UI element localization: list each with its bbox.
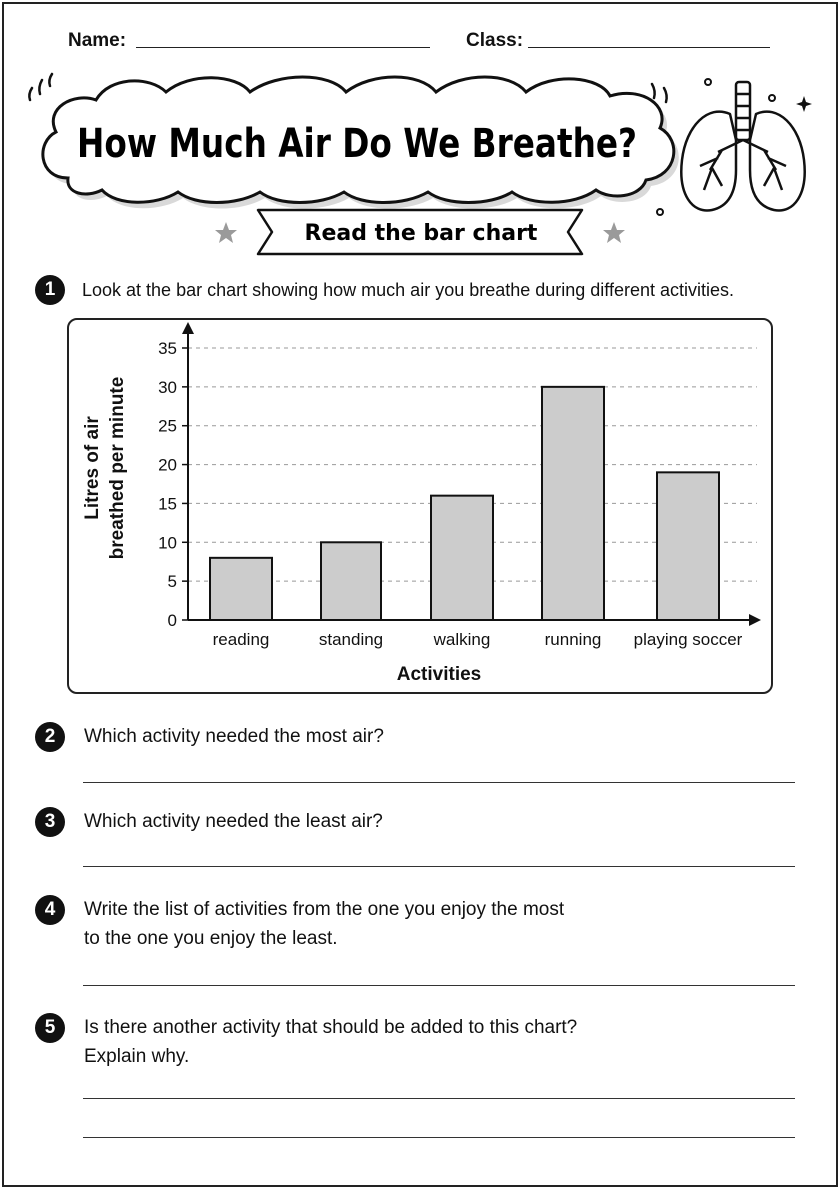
question-1-text: Look at the bar chart showing how much air you breathe during different activities. (82, 280, 735, 300)
bar-chart (67, 318, 773, 694)
bubble-icon (769, 95, 775, 101)
bubble-icon (705, 79, 711, 85)
bar-running (542, 387, 604, 620)
x-category-label: walking (433, 630, 491, 649)
answer-line[interactable] (83, 1098, 795, 1099)
answer-line[interactable] (83, 782, 795, 783)
y-tick-label: 25 (158, 416, 177, 436)
question-number: 1 (35, 275, 65, 305)
question-4-text-line-2: to the one you enjoy the least. (84, 928, 338, 949)
bubble-icon (657, 209, 663, 215)
lungs-icon (681, 82, 804, 211)
bar-reading (210, 558, 272, 620)
bar-standing (321, 542, 381, 620)
question-number: 4 (35, 895, 65, 925)
title-banner (0, 0, 840, 270)
y-tick-label: 35 (158, 339, 177, 358)
y-tick-label: 10 (158, 533, 177, 553)
question-5-text-line-2: Explain why. (84, 1046, 190, 1067)
y-tick-label: 15 (158, 494, 177, 514)
question-2-text: Which activity needed the most air? (84, 726, 384, 747)
y-axis-title-line-1: Litres of air (82, 416, 103, 520)
x-category-label: playing soccer (633, 630, 743, 649)
sparkle-icon (796, 96, 812, 112)
class-label: Class: (466, 30, 524, 51)
question-number: 3 (35, 807, 65, 837)
x-category-label: reading (212, 630, 270, 649)
star-icon (215, 222, 237, 243)
star-icon (603, 222, 625, 243)
x-axis-arrow (749, 614, 761, 626)
question-number: 5 (35, 1013, 65, 1043)
y-tick-label: 0 (167, 611, 177, 630)
bar-walking (431, 496, 493, 620)
y-tick-label: 20 (158, 455, 177, 475)
subtitle: Read the bar chart (304, 221, 538, 246)
y-axis-title-line-2: breathed per minute (107, 376, 128, 560)
y-tick-label: 5 (167, 572, 177, 592)
x-axis-title: Activities (396, 664, 482, 685)
question-number: 2 (35, 722, 65, 752)
question-4-text-line-1: Write the list of activities from the one you enjoy the most (84, 899, 565, 920)
answer-line[interactable] (83, 866, 795, 867)
x-category-label: running (544, 630, 602, 649)
x-category-label: standing (318, 630, 384, 649)
y-axis-arrow (182, 322, 194, 334)
question-5-text-line-1: Is there another activity that should be added to this chart? (84, 1017, 578, 1038)
answer-line[interactable] (83, 985, 795, 986)
bar-playing-soccer (657, 472, 719, 620)
answer-line[interactable] (83, 1137, 795, 1138)
page-title: How Much Air Do We Breathe? (77, 121, 637, 167)
y-tick-label: 30 (158, 377, 177, 397)
name-label: Name: (68, 30, 127, 51)
question-3-text: Which activity needed the least air? (84, 811, 383, 832)
